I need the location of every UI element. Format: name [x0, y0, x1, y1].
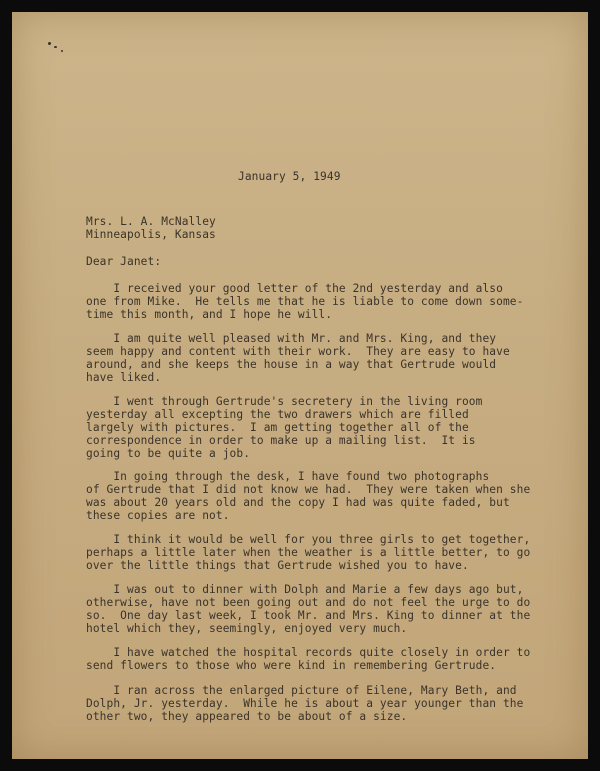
punch-mark	[48, 42, 51, 45]
body-line: send flowers to those who were kind in remembering Gertrude.	[86, 659, 497, 672]
body-line: going to be quite a job.	[86, 447, 251, 460]
body-line: one from Mike. He tells me that he is liable to come down some-	[86, 295, 524, 308]
letter-date: January 5, 1949	[238, 170, 341, 183]
body-line: I ran across the enlarged picture of Eilene, Mary Beth, and	[86, 684, 517, 697]
body-line: was about 20 years old and the copy I had was quite faded, but	[86, 496, 510, 509]
body-line: have liked.	[86, 371, 162, 384]
body-line: I have watched the hospital records quite closely in order to	[86, 646, 531, 659]
body-line: yesterday all excepting the two drawers which are filled	[86, 408, 469, 421]
body-line: so. One day last week, I took Mr. and Mrs. King to dinner at the	[86, 609, 531, 622]
body-line: Dolph, Jr. yesterday. While he is about a year younger than the	[86, 697, 524, 710]
body-line: hotel which they, seemingly, enjoyed very much.	[86, 622, 408, 635]
body-line: seem happy and content with their work. They are easy to have	[86, 345, 510, 358]
addressee-city: Minneapolis, Kansas	[86, 228, 216, 241]
body-line: I was out to dinner with Dolph and Marie a few days ago but,	[86, 583, 524, 596]
body-line: other two, they appeared to be about of a size.	[86, 710, 408, 723]
body-line: I am quite well pleased with Mr. and Mrs. King, and they	[86, 332, 497, 345]
punch-mark	[61, 50, 63, 52]
salutation: Dear Janet:	[86, 255, 162, 268]
body-line: largely with pictures. I am getting together all of the	[86, 421, 469, 434]
body-line: In going through the desk, I have found two photographs	[86, 470, 490, 483]
body-line: around, and she keeps the house in a way that Gertrude would	[86, 358, 497, 371]
body-line: I went through Gertrude's secretery in the living room	[86, 395, 483, 408]
addressee-name: Mrs. L. A. McNalley	[86, 215, 216, 228]
punch-mark	[54, 46, 57, 48]
letter-page	[12, 12, 588, 759]
body-line: perhaps a little later when the weather is a little better, to go	[86, 546, 531, 559]
body-line: time this month, and I hope he will.	[86, 308, 333, 321]
body-line: of Gertrude that I did not know we had. They were taken when she	[86, 483, 531, 496]
body-line: I think it would be well for you three girls to get together,	[86, 533, 531, 546]
body-line: correspondence in order to make up a mailing list. It is	[86, 434, 476, 447]
body-line: I received your good letter of the 2nd yesterday and also	[86, 282, 503, 295]
body-line: over the little things that Gertrude wished you to have.	[86, 559, 469, 572]
body-line: these copies are not.	[86, 509, 230, 522]
body-line: otherwise, have not been going out and do not feel the urge to do	[86, 596, 531, 609]
